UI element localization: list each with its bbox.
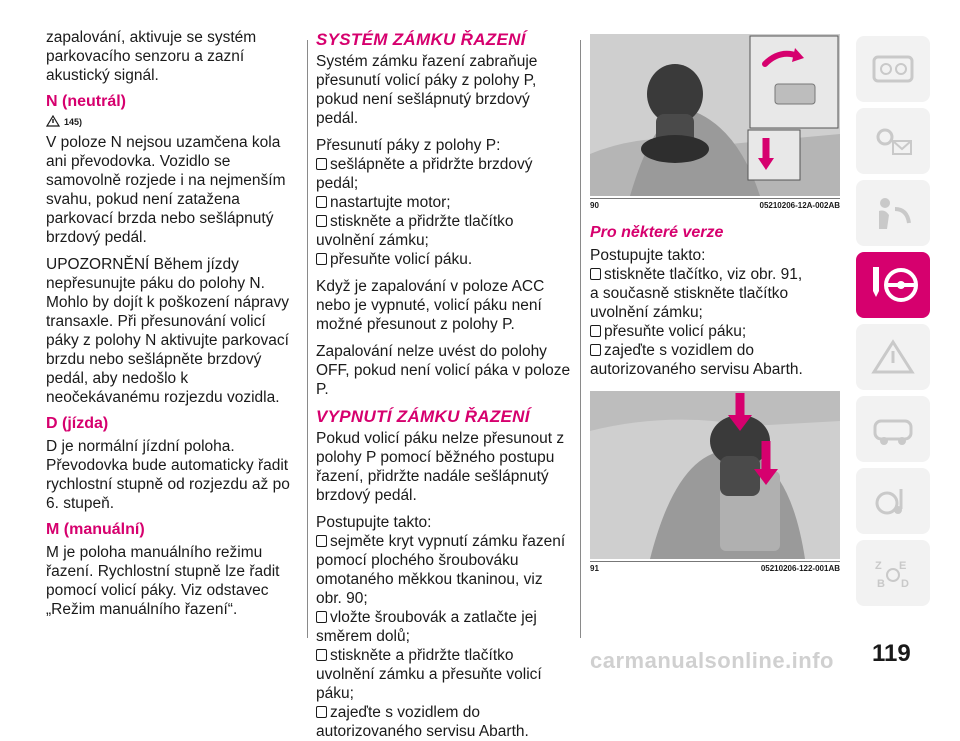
multimedia-icon <box>871 483 915 519</box>
bullet-icon <box>590 344 601 356</box>
bullet-icon <box>316 196 327 208</box>
neutral-title: N (neutrál) <box>46 93 126 110</box>
bullet-icon <box>316 649 327 661</box>
bullet-icon <box>316 215 327 227</box>
warning-ref <box>46 115 296 129</box>
column-divider <box>580 40 581 638</box>
shift-lock-p3: Když je zapalování v poloze ACC nebo je vypnuté, volicí páku není možné přesunout z polohy P. <box>316 278 545 333</box>
intro-text: zapalování, aktivuje se systém parkovacího senzoru a zazní akustický signál. <box>46 29 257 84</box>
svg-text:E: E <box>899 560 907 572</box>
starting-driving-icon <box>865 263 921 307</box>
gear-shifter-button-illustration <box>590 391 840 559</box>
shift-lock-p2: Přesunutí páky z polohy P: <box>316 137 501 154</box>
manual-title: M (manuální) <box>46 521 145 538</box>
warning-ref-number: 145) <box>64 117 83 127</box>
drive-text: D je normální jízdní poloha. Převodovka bude automaticky řadit rychlostní stupně od rozjezdu až po 6. stupeň. <box>46 438 290 512</box>
svg-text:Z: Z <box>875 560 882 572</box>
neutral-warning: UPOZORNĚNÍ Během jízdy nepřesunujte páku do polohy N. Mohlo by dojít k poškození nápravy transaxle. Při přesunování volicí páky z polohy N aktivujte parkovací brzdu nebo sešlápněte brzdový pedál, aby nedošlo k neočekávanému rozjezdu vozidla. <box>46 256 289 406</box>
bullet-icon <box>590 325 601 337</box>
shift-lock-title: SYSTÉM ZÁMKU ŘAZENÍ <box>316 30 526 49</box>
override-p2: Postupujte takto: <box>316 514 432 531</box>
drive-title: D (jízda) <box>46 415 109 432</box>
chapter-tabs <box>856 36 930 612</box>
some-versions-title: Pro některé verze <box>590 224 724 241</box>
list-item: nastartujte motor; <box>316 193 572 212</box>
list-item: stiskněte tlačítko, viz obr. 91, <box>590 265 840 284</box>
tab-warning-lights[interactable] <box>856 108 930 174</box>
emergency-icon <box>871 339 915 375</box>
tab-starting-driving[interactable] <box>856 252 930 318</box>
figure-number: 91 <box>590 564 599 573</box>
list-item: stiskněte a přidržte tlačítko uvolnění zámku; <box>316 213 514 249</box>
bullet-icon <box>590 268 601 280</box>
bullet-icon <box>316 158 327 170</box>
manual-text: M je poloha manuálního režimu řazení. Rychlostní stupně lze řadit pomocí volicí páky. Viz odstavec „Režim manuálního řazení“. <box>46 544 280 618</box>
column-right <box>590 28 840 573</box>
list-item: zajeďte s vozidlem do autorizovaného servisu Abarth. <box>590 342 803 378</box>
figure-91 <box>590 391 840 559</box>
bullet-icon <box>316 253 327 265</box>
tab-maintenance[interactable] <box>856 396 930 462</box>
tab-safety[interactable] <box>856 180 930 246</box>
svg-text:B: B <box>877 578 885 590</box>
maintenance-icon <box>871 411 915 447</box>
list-item: vložte šroubovák a zatlačte jej směrem dolů; <box>316 609 537 645</box>
warning-lights-icon <box>871 123 915 159</box>
warning-triangle-icon <box>46 115 60 129</box>
list-item: sešlápněte a přidržte brzdový pedál; <box>316 156 533 192</box>
safety-icon <box>871 195 915 231</box>
tab-index[interactable] <box>856 540 930 606</box>
shift-lock-p4: Zapalování nelze uvést do polohy OFF, pokud není volicí páka v poloze P. <box>316 343 571 398</box>
bullet-icon <box>316 535 327 547</box>
list-item: přesuňte volicí páku; <box>590 322 840 341</box>
list-item: stiskněte a přidržte tlačítko uvolnění zámku a přesuňte volicí páku; <box>316 647 542 702</box>
figure-90 <box>590 34 840 196</box>
page-number: 119 <box>872 640 911 667</box>
svg-text:D: D <box>901 578 909 590</box>
gear-shifter-illustration <box>590 34 840 196</box>
column-divider <box>307 40 308 638</box>
tab-emergency[interactable] <box>856 324 930 390</box>
tab-dashboard[interactable] <box>856 36 930 102</box>
column-middle <box>316 28 572 741</box>
override-p1: Pokud volicí páku nelze přesunout z polohy P pomocí běžného postupu řazení, přidržte nadále sešlápnutý brzdový pedál. <box>316 430 565 504</box>
figure-number: 90 <box>590 201 599 210</box>
list-item: zajeďte s vozidlem do autorizovaného servisu Abarth. <box>316 704 529 740</box>
figure-code: 05210206-122-001AB <box>760 564 840 573</box>
some-versions-p2: a současně stiskněte tlačítko uvolnění zámku; <box>590 285 789 321</box>
bullet-icon <box>316 706 327 718</box>
list-item: přesuňte volicí páku. <box>316 250 572 269</box>
figure-caption <box>590 198 840 210</box>
watermark: carmanualsonline.info <box>590 648 834 673</box>
neutral-text: V poloze N nejsou uzamčena kola ani převodovka. Vozidlo se samovolně rozjede i na nejmenším svahu, pokud není zatažena parkovací brzda nebo sešlápnutý brzdový pedál. <box>46 134 286 246</box>
bullet-icon <box>316 611 327 623</box>
dashboard-icon <box>871 51 915 87</box>
shift-lock-p1: Systém zámku řazení zabraňuje přesunutí volicí páky z polohy P, pokud není sešlápnutý brzdový pedál. <box>316 53 538 127</box>
tab-multimedia[interactable] <box>856 468 930 534</box>
some-versions-p1: Postupujte takto: <box>590 247 706 264</box>
list-item: sejměte kryt vypnutí zámku řazení pomocí plochého šroubováku omotaného měkkou tkaninou, viz obr. 90; <box>316 533 566 607</box>
shift-lock-override-title: VYPNUTÍ ZÁMKU ŘAZENÍ <box>316 407 530 426</box>
index-icon <box>871 555 915 591</box>
figure-code: 05210206-12A-002AB <box>759 201 840 210</box>
column-left <box>46 28 296 627</box>
figure-caption <box>590 561 840 573</box>
